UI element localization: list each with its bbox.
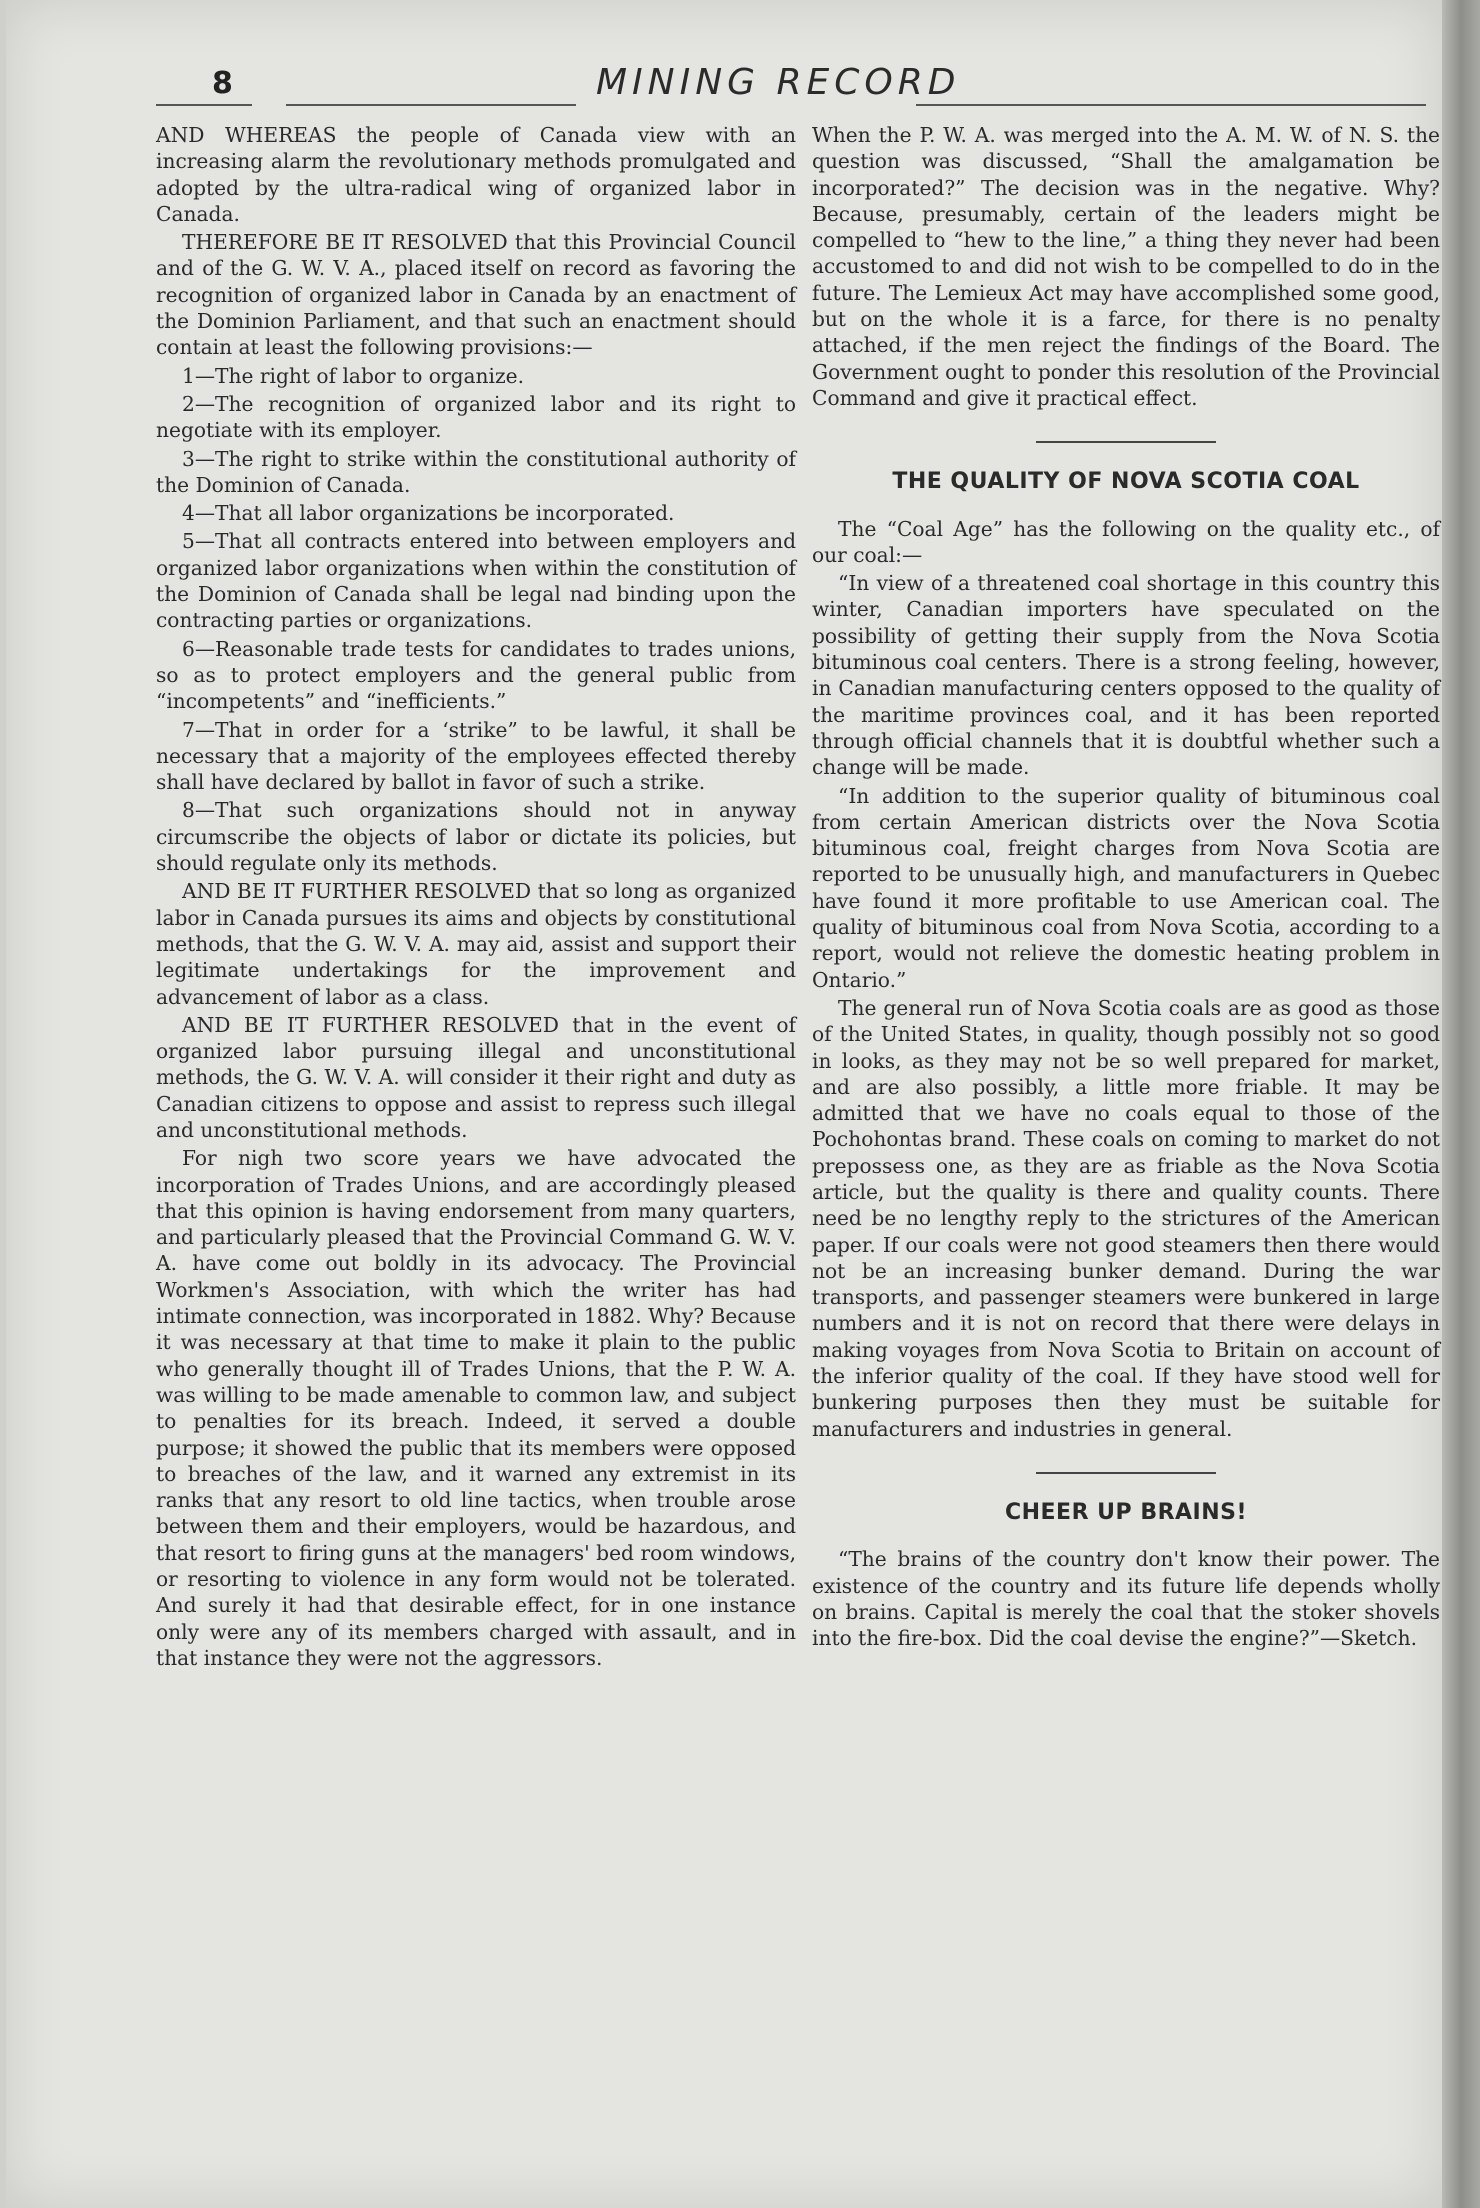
article-paragraph: “In view of a threatened coal shortage in this country this winter, Canadian importers have speculated on the possibility of getting their supply from the Nova Scotia bituminous coal centers. There is a strong feeling, however, in Canadian manufacturing centers opposed to the quality of the maritime provinces coal, and it has been reported through official channels that it is doubtful whether such a change will be made. (812, 571, 1440, 780)
right-column (812, 122, 1440, 1653)
further-resolution-paragraph: AND BE IT FURTHER RESOLVED that so long as organized labor in Canada pursues its aims and objects by constitutional methods, that the G. W. V. A. may aid, assist and support their legitimate undertakings for the improvement and advancement of labor as a class. (156, 879, 796, 1009)
newspaper-page (6, 0, 1442, 2208)
section-separator (1036, 441, 1216, 443)
provision-item: 6—Reasonable trade tests for candidates to trades unions, so as to protect employers and the general public from “incompetents” and “inefficients.” (156, 636, 796, 714)
section-separator (1036, 1472, 1216, 1474)
article-paragraph: The general run of Nova Scotia coals are as good as those of the United States, in quality, though possibly not so good in looks, as they may not be so well prepared for market, and are also possibly, a little more friable. It may be admitted that we have no coals equal to those of the Pochohontas brand. These coals on coming to market do not prepossess one, as they are as friable as the Nova Scotia article, but the quality is there and quality counts. There need be no lengthy reply to the strictures of the American paper. If our coals were not good steamers then there would not be an increasing bunker demand. During the war transports, and passenger steamers were bunkered in large numbers and it is not on record that there were delays in making voyages from Nova Scotia to Britain on account of the inferior quality of the coal. If they have stood well for bunkering purposes then they must be suitable for manufacturers and industries in general. (812, 995, 1440, 1441)
running-title: MINING RECORD (596, 62, 961, 103)
resolution-paragraph: THEREFORE BE IT RESOLVED that this Provincial Council and of the G. W. V. A., placed itself on record as favoring the recognition of organized labor in Canada by an enactment of the Dominion Parliament, and that such an enactment should contain at least the following provisions:— (156, 230, 796, 360)
article-heading: CHEER UP BRAINS! (1004, 1499, 1248, 1525)
provision-item: 5—That all contracts entered into between employers and organized labor organizations when within the constitution of the Dominion of Canada shall be legal nad binding upon the contracting parties or organizations. (156, 529, 796, 633)
header-rule-left (156, 104, 252, 106)
provision-item: 1—The right of labor to organize. (182, 363, 525, 388)
continuation-paragraph: When the P. W. A. was merged into the A. M. W. of N. S. the question was discussed, “Shall the amalgamation be incorporated?” The decision was in the negative. Why? Because, presumably, certain of the leaders might be compelled to “hew to the line,” a thing they never had been accustomed to and did not wish to be compelled to do in the future. The Lemieux Act may have accomplished some good, but on the whole it is a farce, for there is no penalty attached, if the men reject the findings of the Board. The Government ought to ponder this resolution of the Provincial Command and give it practical effect. (812, 123, 1440, 410)
article-paragraph: “The brains of the country don't know their power. The existence of the country and its future life depends wholly on brains. Capital is merely the coal that the stoker shovels into the fire-box. Did the coal devise the engine?”—Sketch. (812, 1547, 1440, 1651)
provision-item: 3—The right to strike within the constitutional authority of the Dominion of Canada. (156, 446, 796, 497)
further-resolution-paragraph: AND BE IT FURTHER RESOLVED that in the event of organized labor pursuing illegal and unconstitutional methods, the G. W. V. A. will consider it their right and duty as Canadian citizens to oppose and assist to repress such illegal and unconstitutional methods. (156, 1012, 796, 1142)
provision-item: 4—That all labor organizations be incorporated. (182, 501, 675, 526)
article-heading: THE QUALITY OF NOVA SCOTIA COAL (892, 469, 1360, 495)
provision-item: 2—The recognition of organized labor and its right to negotiate with its employer. (156, 391, 796, 443)
header-rule-right (916, 104, 1426, 106)
editorial-paragraph: For nigh two score years we have advocated the incorporation of Trades Unions, and are accordingly pleased that this opinion is having endorsement from many quarters, and particularly pleased that the Provincial Command G. W. V. A. have come out boldly in its advocacy. The Provincial Workmen's Association, with which the writer has had intimate connection, was incorporated in 1882. Why? Because it was necessary at that time to make it plain to the public who generally thought ill of Trades Unions, that the P. W. A. was willing to be made amenable to common law, and subject to penalties for its breach. Indeed, it served a double purpose; it showed the public that its members were opposed to breaches of the law, and it warned any extremist in its ranks that any resort to old line tactics, when trouble arose between them and their employers, would be hazardous, and that resort to firing guns at the managers' bed room windows, or resorting to violence in any form would not be tolerated. And surely it had that desirable effect, for in one instance only were any of its members charged with assault, and in that instance they were not the aggressors. (156, 1146, 796, 1670)
article-paragraph: “In addition to the superior quality of bituminous coal from certain American districts over the Nova Scotia bituminous coal, freight charges from Nova Scotia are reported to be unusually high, and manufacturers in Quebec have found it more profitable to use American coal. The quality of bituminous coal from Nova Scotia, according to a report, would not relieve the domestic heating problem in Ontario.” (812, 783, 1440, 992)
left-column (156, 122, 796, 1673)
page-binding-edge (1442, 0, 1480, 2208)
page-header (156, 62, 1426, 122)
provision-item: 8—That such organizations should not in anyway circumscribe the objects of labor or dictate its policies, but should regulate only its methods. (156, 798, 796, 876)
whereas-paragraph: AND WHEREAS the people of Canada view with an increasing alarm the revolutionary methods promulgated and adopted by the ultra-radical wing of organized labor in Canada. (156, 123, 796, 226)
header-rule-middle (286, 104, 576, 106)
article-paragraph: The “Coal Age” has the following on the quality etc., of our coal:— (812, 516, 1440, 567)
page-number: 8 (212, 66, 233, 101)
provision-item: 7—That in order for a ‘strike” to be lawful, it shall be necessary that a majority of the employees effected thereby shall have declared by ballot in favor of such a strike. (156, 717, 796, 795)
